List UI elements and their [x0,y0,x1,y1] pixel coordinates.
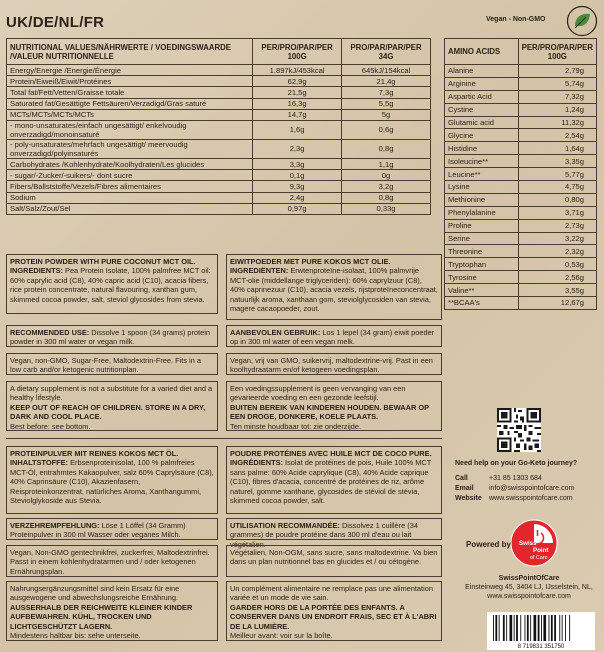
fr-title: POUDRE PROTÉINES AVEC HUILE MCT DE COCO PURE. [230,449,432,458]
help-title: Need help on your Go-Keto journey? [455,460,578,467]
call-row [455,474,600,484]
amino-value: 5,74g [518,77,596,90]
de-title: PROTEINPULVER MIT REINES KOKOS MCT ÖL. [10,449,179,458]
email-link[interactable]: info@swisspointofcare.com [489,485,575,492]
uk-diet-text: Vegan, non-GMO, Sugar-Free, Maltodextrin-Free. Fits in a low carb and/or ketogenic nutritionplan. [10,356,202,375]
amino-value: 12,67g [518,297,596,310]
amino-value: 3,55g [518,284,596,297]
fr-diet-box [226,545,442,577]
de-diet-text: Vegan, Non-GMO gentechnikfrei, zuckerfrei, Maltodextrinfrei. Passt in einem kohlenhydratarmen und / oder ketogenen Ernährungsplan. [10,548,210,576]
amino-value: 1,24g [518,103,596,116]
amino-value: 2,54g [518,129,596,142]
table-row [7,203,431,214]
barcode-bar [495,615,497,641]
barcode-bar [530,615,531,641]
amino-label: Methionine [445,193,519,206]
nutrient-label: Carbohydrates /Kohlenhydrate/Koolhydraten/Les glucides [7,158,253,169]
nutrient-value-34g: 0,33g [342,203,431,214]
amino-value: 3,71g [518,206,596,219]
logo-text-swiss: Swiss [519,540,537,547]
language-codes: UK/DE/NL/FR [6,14,105,31]
nl-use-box [226,325,442,347]
logo-text-of-care: of Care [530,555,548,561]
amino-label: Aspartic Acid [445,90,519,103]
uk-title: PROTEIN POWDER WITH PURE COCONUT MCT OIL. [10,257,196,266]
uk-warning-box [6,381,218,431]
nutrient-value-34g: 1,1g [342,158,431,169]
table-row [445,168,597,181]
amino-label: Leucine** [445,168,519,181]
amino-label: Tyrosine [445,271,519,284]
barcode-bar [541,615,542,641]
barcode-bar [569,615,570,641]
fr-use-box [226,518,442,549]
company-address [455,574,603,601]
table-row [7,76,431,87]
amino-value: 0,80g [518,193,596,206]
barcode-bar [527,615,529,641]
qr-code[interactable] [497,408,541,452]
website-row [455,494,600,504]
de-ingredients-text: Erbsenproteinisolat, 100 % palmfreies MCT-Öl, entrahmtes Kakaopulver, salz 60% Caprylsäure (C8), 40% Caprinsäure (C10), Akazienfasern, Reisproteinkonzentrat, natürliches Aroma, Xanthangummi, Steviolglykoside aus Stevia. [10,458,214,506]
amino-value: 11,32g [518,116,596,129]
amino-acids-table [444,38,597,310]
amino-label: **BCAA's [445,297,519,310]
email-row [455,484,600,494]
nl-use-label: AANBEVOLEN GEBRUIK: [230,328,321,337]
uk-use-box [6,325,218,347]
de-keep-text: AUSSERHALB DER REICHWEITE KLEINER KINDER AUFBEWAHREN. KÜHL, TROCKEN UND LICHTGESCHÜTZT LAGERN. [10,602,193,631]
table-row [7,87,431,98]
nutrient-value-100g: 14,7g [253,109,342,120]
nutrient-value-100g: 2,4g [253,192,342,203]
nutrient-label: Energy/Energie /Energie/Énergie [7,65,253,76]
vegan-label: Vegan - Non-GMO [486,16,546,23]
nutrition-table [6,38,431,215]
table-row [7,98,431,109]
barcode-bar [525,615,526,641]
nutrient-value-34g: 0,8g [342,139,431,158]
table-row [7,120,431,139]
nutrient-value-100g: 9,3g [253,181,342,192]
nl-ingredients-box [226,254,442,320]
barcode-bar [514,615,515,641]
nutrition-header-100g: PER/PRO/PAR/PER 100G [253,39,342,65]
company-name: SwissPointOfCare [498,575,560,582]
table-row [7,181,431,192]
de-best-before: Mindestens haltbar bis: sehe unterseite. [10,631,141,641]
website-link[interactable]: www.swisspointofcare.com [489,495,573,502]
amino-label: Phenylalanine [445,206,519,219]
fr-ingredients-text: Isolat de protéines de pois, Huile 100% MCT sans palme: 60% Acide caprylique (C8), 40% Acide caprique (C10), fibres d'acacia, concentré de protéines de riz, arôme naturel, gomme xanthane, glycosides de stéviol de stévia, skimmed cocoa powder, salt. [230,458,432,506]
nl-use-text: Los 1 lepel (34 gram) eiwit poeder op in 300 ml water of een vegan melk. [230,328,435,347]
amino-label: Serine [445,232,519,245]
de-ingredients-box [6,446,218,514]
nutrient-label: - mono-unsaturates/einfach ungesättigt/ enkelvoudig onverzadigd/monoinsaturé [7,120,253,139]
amino-header-100g: PER/PRO/PAR/PER 100G [518,39,596,65]
barcode-bar [551,615,553,641]
table-row [445,65,597,78]
amino-value: 4,75g [518,181,596,194]
nl-keep-text: BUITEN BEREIK VAN KINDEREN HOUDEN. BEWAAR OP EEN DROGE, DONKERE, KOELE PLAATS. [230,402,429,422]
nutrient-label: Total fat/Fett/Vetten/Graisse totale [7,87,253,98]
fr-diet-text: Végétalien, Non-OGM, sans sucre, sans maltodextrine. Va bien dans un plan nutritionnel bas en glucides et / ou cétogène. [230,548,438,567]
address-line: Einsteinweg 45, 3404 LJ, IJsselstein, NL, [465,584,593,591]
nutrition-header-label: NUTRITIONAL VALUES/NÄHRWERTE / VOEDINGSWAARDE /VALEUR NUTRITIONNELLE [7,39,253,65]
table-row [7,158,431,169]
barcode-bar [554,615,556,641]
amino-label: Alanine [445,65,519,78]
nl-warning-text: Een voedingssupplement is geen vervanging van een gevarieerde voeding en een gezonde leefstijl. [230,384,406,403]
barcode-bar [516,615,518,641]
nutrient-value-34g: 7,3g [342,87,431,98]
website-label: Website [455,495,482,502]
barcode-bar [506,615,507,641]
website-plain: www.swisspointofcare.com [487,593,571,600]
table-row [445,258,597,271]
amino-label: Tryptophan [445,258,519,271]
table-row [445,77,597,90]
nutrient-value-100g: 2,3g [253,139,342,158]
amino-label: Histidine [445,142,519,155]
uk-ingredients-label: INGREDIENTS: [10,266,63,276]
uk-ingredients-box [6,254,218,314]
amino-label: Lysine [445,181,519,194]
amino-label: Threonine [445,245,519,258]
nutrient-value-34g: 0g [342,170,431,181]
barcode-bar [559,615,560,641]
email-label: Email [455,485,474,492]
table-row [7,65,431,76]
barcode-bar [538,615,540,641]
table-row [445,232,597,245]
table-row [445,90,597,103]
fr-use-text: Dissolvez 1 cuillère (34 grammes) de poudre protéine dans 300 ml d'eau ou lait végétalien. [230,521,418,549]
table-row [7,139,431,158]
nutrient-value-100g: 0,97g [253,203,342,214]
nutrient-label: - poly-unsaturates/mehrfach ungesättigt/ meervoudig onverzadigd/polyinsaturés [7,139,253,158]
barcode-number: 8 719831 351750 [517,644,565,650]
barcode-bar [549,615,550,641]
uk-use-label: RECOMMENDED USE: [10,328,90,337]
nutrient-value-34g: 5,5g [342,98,431,109]
amino-value: 3,35g [518,155,596,168]
barcode-bar [499,615,500,641]
fr-warning-text: Un complément alimentaire ne remplace pas une alimentation variée et un mode de vie sain. [230,584,433,603]
table-row [445,219,597,232]
nl-warning-box [226,381,442,431]
fr-use-label: UTILISATION RECOMMANDÉE: [230,521,340,530]
barcode [487,612,595,650]
fr-ingredients-box [226,446,442,514]
amino-header-label: AMINO ACIDS [445,39,519,65]
nl-ingredients-text: Erwtenproteïne-isolaat, 100% palmvrije MCT-olie (middellange triglyceriden): 60% caprylzuur (C8), 40% caprinezuur (C10), acacia vezels, rijstproteïneconcentraat, natuurlijk aroma, xanthaan gom, steviolglycosiden van stevia, magere cacaopoeder, zout. [230,266,438,314]
fr-ingredients-label: INGRÉDIENTS: [230,458,283,468]
barcode-bar [510,615,513,641]
de-use-text: Löse 1 Löffel (34 Gramm) Proteinpulver in 300 ml Wasser oder veganes Milch. [10,521,186,540]
table-row [445,245,597,258]
table-row [445,116,597,129]
uk-keep-text: KEEP OUT OF REACH OF CHILDREN. STORE IN A DRY, DARK AND COOL PLACE. [10,402,206,422]
nutrient-label: Saturated fat/Gesättigte Fettsäuren/Verzadigd/Gras saturé [7,98,253,109]
table-row [7,170,431,181]
uk-best-before: Best before: see bottom. [10,421,91,431]
amino-value: 2,79g [518,65,596,78]
fr-keep-text: GARDER HORS DE LA PORTÉE DES ENFANTS. A CONSERVER DANS UN ENDROIT FRAIS, SEC ET À L'ABRI DE LA LUMIÈRE. [230,602,437,631]
nutrient-value-34g: 0,8g [342,192,431,203]
contact-info [455,459,600,504]
logo-text-point: Point [533,547,549,554]
table-row [7,109,431,120]
nutrient-label: MCTs/MCTs/MCTs/MCTs [7,109,253,120]
de-use-label: VERZEHREMPFEHLUNG: [10,521,100,530]
amino-value: 0,53g [518,258,596,271]
table-row [7,192,431,203]
barcode-bar [493,615,494,641]
nl-diet-box [226,353,442,375]
barcode-bar [565,615,566,641]
nutrient-label: - sugar/-Zucker/-suikers/- dont sucre [7,170,253,181]
amino-label: Glutamic acid [445,116,519,129]
table-row [445,284,597,297]
table-row [445,142,597,155]
nutrient-value-34g: 645kJ/154kcal [342,65,431,76]
amino-value: 2,32g [518,245,596,258]
barcode-bar [534,615,537,641]
nutrient-value-100g: 16,3g [253,98,342,109]
nutrient-value-100g: 1,6g [253,120,342,139]
nutrient-value-100g: 62,9g [253,76,342,87]
nl-best-before: Ten minste houdbaar tot: zie onderzijde. [230,421,362,431]
table-row [445,193,597,206]
amino-label: Proline [445,219,519,232]
de-warning-box [6,581,218,641]
table-row [445,129,597,142]
nl-title: EIWITPOEDER MET PURE KOKOS MCT OLIE. [230,257,391,266]
nutrition-header-34g: PRO/PAR/PAR/PER 34G [342,39,431,65]
uk-ingredients-text: Pea Protein Isolate, 100% palmfree MCT oil: 60% caprylic acid (C8), 40% capric acid (C10), acacia fibers, rice protein concentrate, natural flavouring, xanthan gum, skimmed cocoa powder, salt, steviol glycosides from stevia. [10,266,211,304]
fr-best-before: Meilleur avant: voir sur la boîte. [230,631,333,641]
table-row [445,155,597,168]
de-diet-box [6,545,218,577]
table-row [445,181,597,194]
nutrient-label: Salt/Salz/Zout/Sel [7,203,253,214]
barcode-bar [503,615,505,641]
section-divider [6,438,442,439]
uk-use-text: Dissolve 1 spoon (34 grams) protein powder in 300 ml water or vegan milk. [10,328,211,347]
nutrient-value-100g: 1.897kJ/453kcal [253,65,342,76]
phone-link[interactable]: +31 85 1303 684 [489,475,542,482]
barcode-bar [562,615,563,641]
amino-value: 7,32g [518,90,596,103]
nutrient-label: Fibers/Ballststoffe/Vezels/Fibres alimentaires [7,181,253,192]
nutrient-label: Protein/Eiweiß/Eiwit/Protéines [7,76,253,87]
amino-value: 2,56g [518,271,596,284]
fr-warning-box [226,581,442,641]
nutrient-value-100g: 21,5g [253,87,342,98]
nutrient-value-34g: 0,6g [342,120,431,139]
amino-value: 2,73g [518,219,596,232]
uk-diet-box [6,353,218,375]
nutrient-value-34g: 5g [342,109,431,120]
amino-label: Isoleucine** [445,155,519,168]
amino-value: 1,64g [518,142,596,155]
nutrient-value-100g: 3,3g [253,158,342,169]
de-use-box [6,518,218,540]
table-row [445,103,597,116]
barcode-bar [543,615,546,641]
de-ingredients-label: INHALTSTOFFE: [10,458,69,468]
leaf-icon [566,5,598,37]
table-row [445,206,597,219]
nutrient-value-34g: 21,4g [342,76,431,87]
nutrient-value-34g: 3,2g [342,181,431,192]
nl-ingredients-label: INGREDIËNTEN: [230,266,289,276]
nutrient-value-100g: 0,1g [253,170,342,181]
amino-label: Glycine [445,129,519,142]
amino-value: 5,77g [518,168,596,181]
nl-diet-text: Vegan, vrij van GMO, suikervrij, maltodextrine-vrij. Past in een koolhydraatarm en/of ketogeen voedingsplan. [230,356,433,375]
uk-warning-text: A dietary supplement is not a substitute for a varied diet and a healthy lifestyle. [10,384,213,403]
powered-by-text: Powered by [466,540,511,549]
barcode-bar [520,615,521,641]
nutrient-label: Sodium [7,192,253,203]
call-label: Call [455,475,468,482]
table-row [445,297,597,310]
amino-value: 3,22g [518,232,596,245]
amino-label: Cystine [445,103,519,116]
swiss-point-of-care-logo [510,519,558,567]
amino-label: Valine** [445,284,519,297]
de-warning-text: Nahrungsergänzungsmittel sind kein Ersatz für eine ausgewogene und abwechslungsreiche Ernährung. [10,584,180,603]
table-row [445,271,597,284]
amino-label: Arginine [445,77,519,90]
